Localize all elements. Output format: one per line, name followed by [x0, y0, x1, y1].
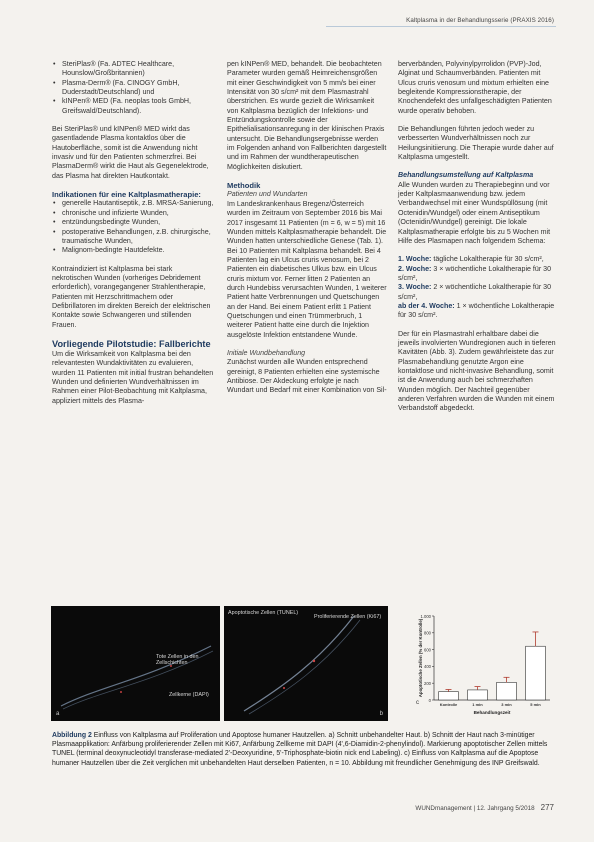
list-item: • entzündungsbedingte Wunden, [62, 218, 214, 227]
x-tick-label: Kontrolle [439, 702, 458, 707]
paragraph: Der für ein Plasmastrahl erhaltbare dabei die jeweils involvierten Wundregionen auch in tieferen Kavitäten (Abb. 3). Zudem gewährleistete das zur Plasmabehandlung genutzte Argon eine kontaktlose und nicht-invasive Behandlung, somit ist die Anwendung auch bei schmerzhaften Wunden möglich. Der Nachteil gegenüber anderen Verfahren wurden die Wunden mit einem Verbandstoff abgedeckt. [398, 329, 556, 413]
text-column-2 [227, 60, 387, 405]
journal-info: WUNDmanagement | 12. Jahrgang 5/2018 [415, 805, 535, 812]
paragraph: Im Landeskrankenhaus Bregenz/Österreich wurden im Zeitraum von September 2016 bis Mai 2017 insgesamt 11 Patienten (m = 6, w = 5) mit 16 Wunden mittels Kaltplasmatherapie behandelt. Die Wunden hatten unterschiedliche Genese (Tab. 1). Bei 10 Patienten mit Kaltplasma behandelt. Bei 4 Patienten lag ein Ulcus cruris venosum, bei 2 Patienten ein diabetisches Ulkus bzw. ein Ulcus cruris mixtum vor. Ferner litten 2 Patienten an durch Hundebiss verursachten Wunden, 1 weiterer Patient hatte Verbrennungen und Quetschungen an der Hand. Bei einem Patient erlitt 1 Patient Quetschungen und einen Trümmerbruch, 1 weiterer Patient hatte eine durch die Injektion ausgelöste Infektion entstandene Wunde. [227, 199, 387, 339]
panel-letter: a [56, 711, 60, 717]
bar [439, 692, 459, 700]
paragraph: Alle Wunden wurden zu Therapiebeginn und vor jeder Kaltplasmaanwendung bzw. jedem Verbandwechsel mit einer Wundspüllösung (mit Octenidin/Wundgel) oder einem Antiseptikum (Octenidin/Wundgel) gereinigt. Die lokale Kaltplasmatherapie erfolgte bis zu 5 Wochen mit Hilfe des Plasmapen nach folgendem Schema: [398, 180, 551, 245]
list-item: • postoperative Behandlungen, z.B. chirurgische, traumatische Wunden, [62, 228, 214, 247]
y-tick-label: 400 [424, 664, 431, 670]
wundbehandlung-heading: Initiale Wundbehandlung [227, 348, 306, 357]
figure-caption [52, 731, 557, 768]
list-item: • chronische und infizierte Wunden, [62, 209, 214, 218]
schedule-list [398, 255, 556, 320]
figure-label: Tote Zellen in den Zellschichten [156, 654, 199, 667]
x-tick-label: 3 min [501, 702, 512, 707]
list-item: • Plasma-Derm® (Fa. CINOGY GmbH, Duderstadt/Deutschland) und [62, 79, 214, 98]
schedule-item: 2. Woche: 3 × wöchentliche Lokaltherapie für 30 s/cm², [398, 264, 552, 282]
x-tick-label: 1 min [472, 702, 483, 707]
text-column-1 [52, 60, 214, 415]
micrograph-b [224, 606, 388, 721]
y-tick-label: 1.000 [420, 613, 431, 619]
schedule-item: 1. Woche: tägliche Lokaltherapie für 30 s/cm², [398, 255, 544, 264]
paragraph: Um die Wirksamkeit von Kaltplasma bei den relevantesten Wundaktivitäten zu evaluieren, wurden 11 Patienten mit initial frustran behandelten Wunden und definierten Wundverhältnissen im Rahmen einer Pilot-Beobachtung mit Kaltplasma, appliziert mittels des Plasma- [52, 349, 214, 405]
y-tick-label: 800 [424, 630, 431, 636]
indications-list [52, 199, 214, 255]
schedule-item: ab der 4. Woche: 1 × wöchentliche Lokaltherapie für 30 s/cm². [398, 301, 555, 320]
x-tick-label: 5 min [530, 702, 541, 707]
bar [497, 682, 517, 700]
figure-label: Apoptotische Zellen (TUNEL) [228, 610, 299, 616]
chart-svg [392, 608, 557, 724]
list-item: • generelle Hautantiseptik, z.B. MRSA-Sanierung, [62, 199, 214, 208]
panel-letter: c [416, 700, 419, 706]
header-rule [326, 26, 556, 27]
bar [468, 690, 488, 700]
behandlung-heading: Behandlungsumstellung auf Kaltplasma [398, 171, 534, 180]
paragraph: Die Behandlungen führten jedoch weder zu verbesserten Wundverhältnissen noch zur Heilungsinitiierung. Die Therapie wurde daher auf Kaltplasma umgestellt. [398, 125, 554, 162]
paragraph: Kontraindiziert ist Kaltplasma bei stark nekrotischen Wunden (vorheriges Debridement erforderlich), vorangegangener Strahlentherapie, Patienten mit Herzschrittmachern oder Defibrillatoren im direkten Bereich der elektrischen Kontakte sowie Schwangeren und stillenden Frauen. [52, 264, 211, 329]
running-title: Kaltplasma in der Behandlungsserie (PRAXIS 2016) [406, 17, 554, 24]
section-heading: Vorliegende Pilotstudie: Fallberichte [52, 338, 211, 349]
skin-section-image [224, 606, 388, 721]
apoptosis-bar-chart [392, 608, 557, 724]
page-footer [415, 803, 554, 812]
y-tick-label: 0 [428, 697, 431, 703]
figure-label: Proliferierende Zellen (Ki67) [314, 614, 382, 620]
y-axis-label: Apoptotische Zellen (% der Kontrolle) [418, 618, 423, 698]
paragraph: pen kINPen® MED, behandelt. Die beobachteten Parameter wurden gemäß Heimreichensgrößen mit einer Geschwindigkeit von 5 mm/s bei einer Intensität von 30 s/cm² mit dem Plasmastrahl überstrichen. Es wurde gezielt die Wirksamkeit von Kaltplasma bezüglich der Infektions- und Entzündungskontrolle sowie der Epithelialisationsanregung in der klinischen Praxis untersucht. Die Behandlungsergebnisse werden im Folgenden anhand von Fallberichten dargestellt und im Rahmen der wundtherapeutischen Möglichkeiten diskutiert. [227, 60, 387, 171]
indications-heading: Indikationen für eine Kaltplasmatherapie: [52, 190, 201, 200]
list-item: • Malignom-bedingte Hautdefekte. [62, 246, 214, 255]
panel-letter: b [379, 711, 383, 717]
list-item: • kINPen® MED (Fa. neoplas tools GmbH, Greifswald/Deutschland). [62, 97, 214, 116]
figure-label: Zellkerne (DAPI) [169, 692, 209, 698]
micrograph-a [51, 606, 220, 721]
paragraph: berverbänden, Polyvinylpyrrolidon (PVP)-Jod, Alginat und Schaumverbänden. Patienten mit Ulcus cruris venosum und mixtum erhielten eine begleitende Kompressionstherapie, der Knochendefekt des unfallgeschädigten Patienten wurde operativ behoben. [398, 60, 552, 115]
list-item: • SteriPlas® (Fa. ADTEC Healthcare, Hounslow/Großbritannien) [62, 60, 214, 79]
running-header [0, 17, 594, 29]
patienten-heading: Patienten und Wundarten [227, 190, 308, 199]
y-tick-label: 200 [424, 681, 431, 686]
y-tick-label: 600 [424, 647, 431, 653]
text-column-3 [398, 60, 556, 423]
bar [526, 646, 546, 700]
methodik-heading: Methodik [227, 181, 261, 191]
caption-text: Einfluss von Kaltplasma auf Proliferation und Apoptose humaner Hautzellen. a) Schnitt unbehandelter Haut. b) Schnitt der Haut nach 3-minütiger Plasmaapplikation: Anfärbung proliferierender Zellen mit Ki67, Anfärbung Zellkerne mit DAPI (4',6-Diamidin-2-phenylindol). Markierung apoptotischer Zellen mittels TUNEL (terminal deoxynucleotidyl transferase-mediated 2'-Deoxyuridine, 5'-Triphosphate-biotin nick end Labeling). c) Einfluss von Kaltplasma auf die Apoptose humaner Hautzellen über die Zeit verglichen mit unbehandelten Haut derselben Patienten, n = 10. Abbildung mit freundlicher Genehmigung des INP Greifswald. [52, 732, 548, 767]
page-number: 277 [540, 803, 554, 812]
schedule-item: 3. Woche: 2 × wöchentliche Lokaltherapie für 30 s/cm², [398, 283, 552, 301]
x-axis-label: Behandlungszeit [473, 710, 511, 715]
paragraph: Bei SteriPlas® und kINPen® MED wirkt das gasentladende Plasma kontaktlos über die Hautoberfläche, somit ist die Anwendung nicht invasiv und für den Patienten schmerzfrei. Bei PlasmaDerm® wirkt die Haut als Gegenelektrode, das Plasma hat direkten Hautkontakt. [52, 125, 209, 180]
device-list [52, 60, 214, 116]
paragraph: Zunächst wurden alle Wunden entsprechend gereinigt, 8 Patienten erhielten eine systemische Antibiose. Der Akdeckung erfolgte je nach Wundart und Bedarf mit einer Kombination von Sil- [227, 358, 387, 395]
caption-label: Abbildung 2 [52, 732, 92, 739]
